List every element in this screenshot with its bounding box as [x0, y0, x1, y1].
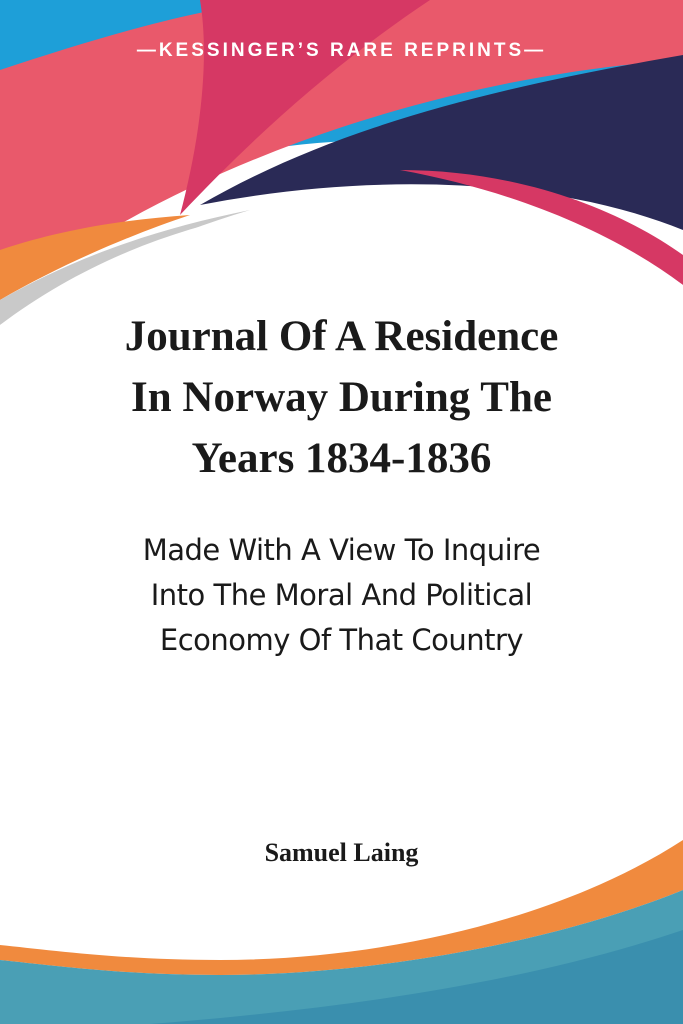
- subtitle-line: Into The Moral And Political: [150, 578, 533, 612]
- book-title: [40, 306, 643, 489]
- subtitle-line: Economy Of That Country: [159, 623, 524, 657]
- title-line: Journal Of A Residence: [124, 313, 559, 360]
- book-subtitle: [40, 528, 643, 663]
- publisher-banner: —KESSINGER’S RARE REPRINTS—: [136, 40, 547, 61]
- subtitle-line: Made With A View To Inquire: [142, 533, 541, 567]
- title-line: In Norway During The: [131, 374, 552, 421]
- book-author: Samuel Laing: [264, 838, 419, 867]
- title-line: Years 1834-1836: [191, 435, 492, 482]
